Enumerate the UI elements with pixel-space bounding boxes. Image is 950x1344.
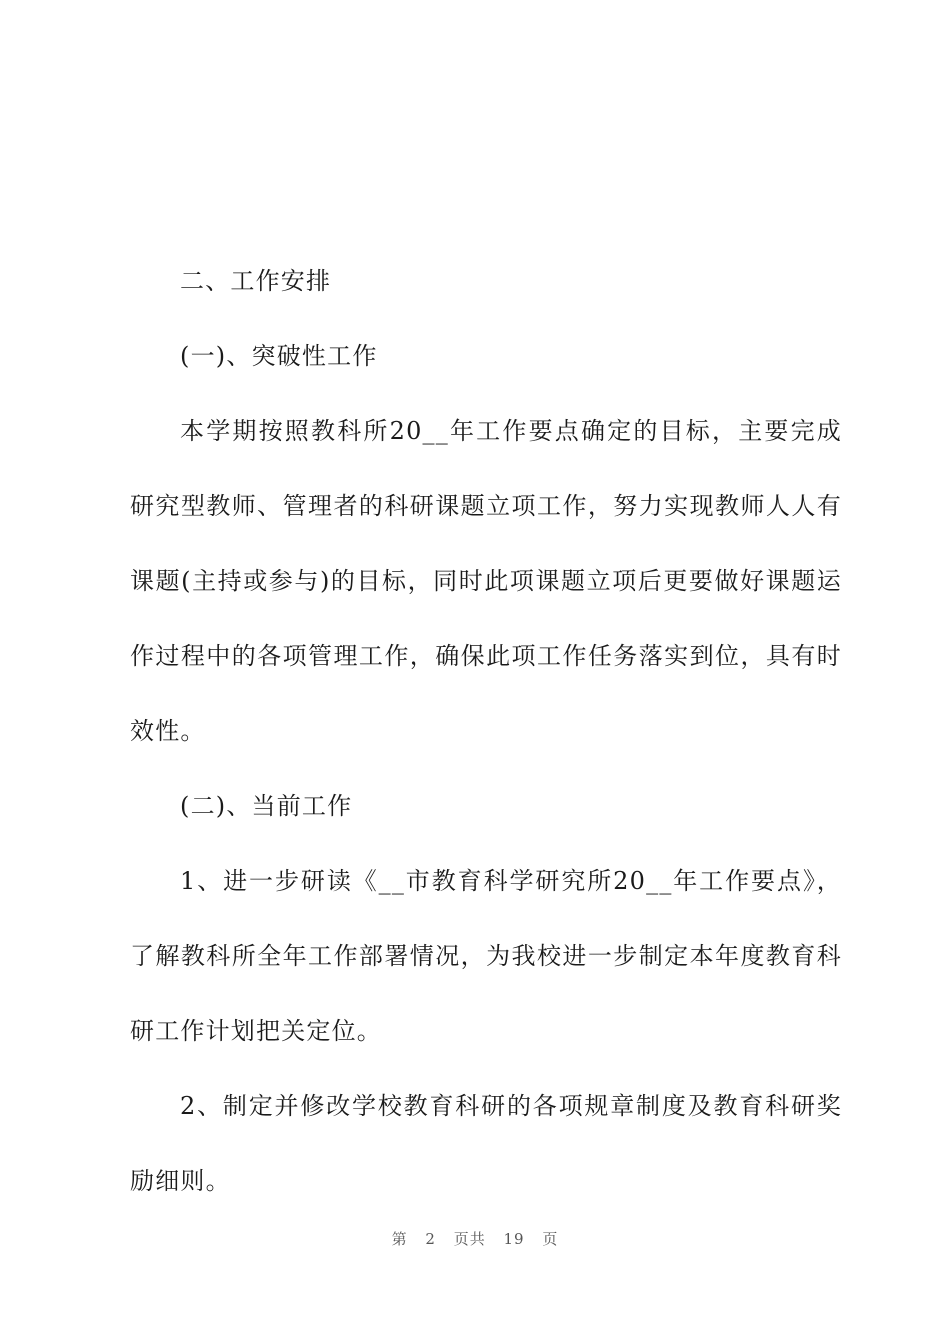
footer-label-middle: 页共 (453, 1230, 486, 1248)
footer-label-prefix: 第 (391, 1230, 408, 1248)
subsection-heading: (一)、突破性工作 (180, 342, 378, 370)
footer-current-page: 2 (425, 1230, 436, 1248)
body-paragraph: 本学期按照教科所20__年工作要点确定的目标，主要完成研究型教师、管理者的科研课题立项工作，努力实现教师人人有课题(主持或参与)的目标，同时此项课题立项后更要做好课题运作过程中的各项管理工作，确保此项工作任务落实到位，具有时效性。 (130, 417, 842, 745)
body-paragraph: 2、制定并修改学校教育科研的各项规章制度及教育科研奖励细则。 (130, 1092, 842, 1195)
page-footer (0, 1228, 950, 1249)
footer-total-pages: 19 (503, 1230, 525, 1248)
document-body (130, 244, 842, 1219)
body-paragraph: 1、进一步研读《__市教育科学研究所20__年工作要点》，了解教科所全年工作部署情况，为我校进一步制定本年度教育科研工作计划把关定位。 (130, 867, 842, 1045)
subsection-heading: (二)、当前工作 (180, 792, 353, 820)
section-heading: 二、工作安排 (180, 267, 332, 295)
footer-label-suffix: 页 (542, 1230, 559, 1248)
